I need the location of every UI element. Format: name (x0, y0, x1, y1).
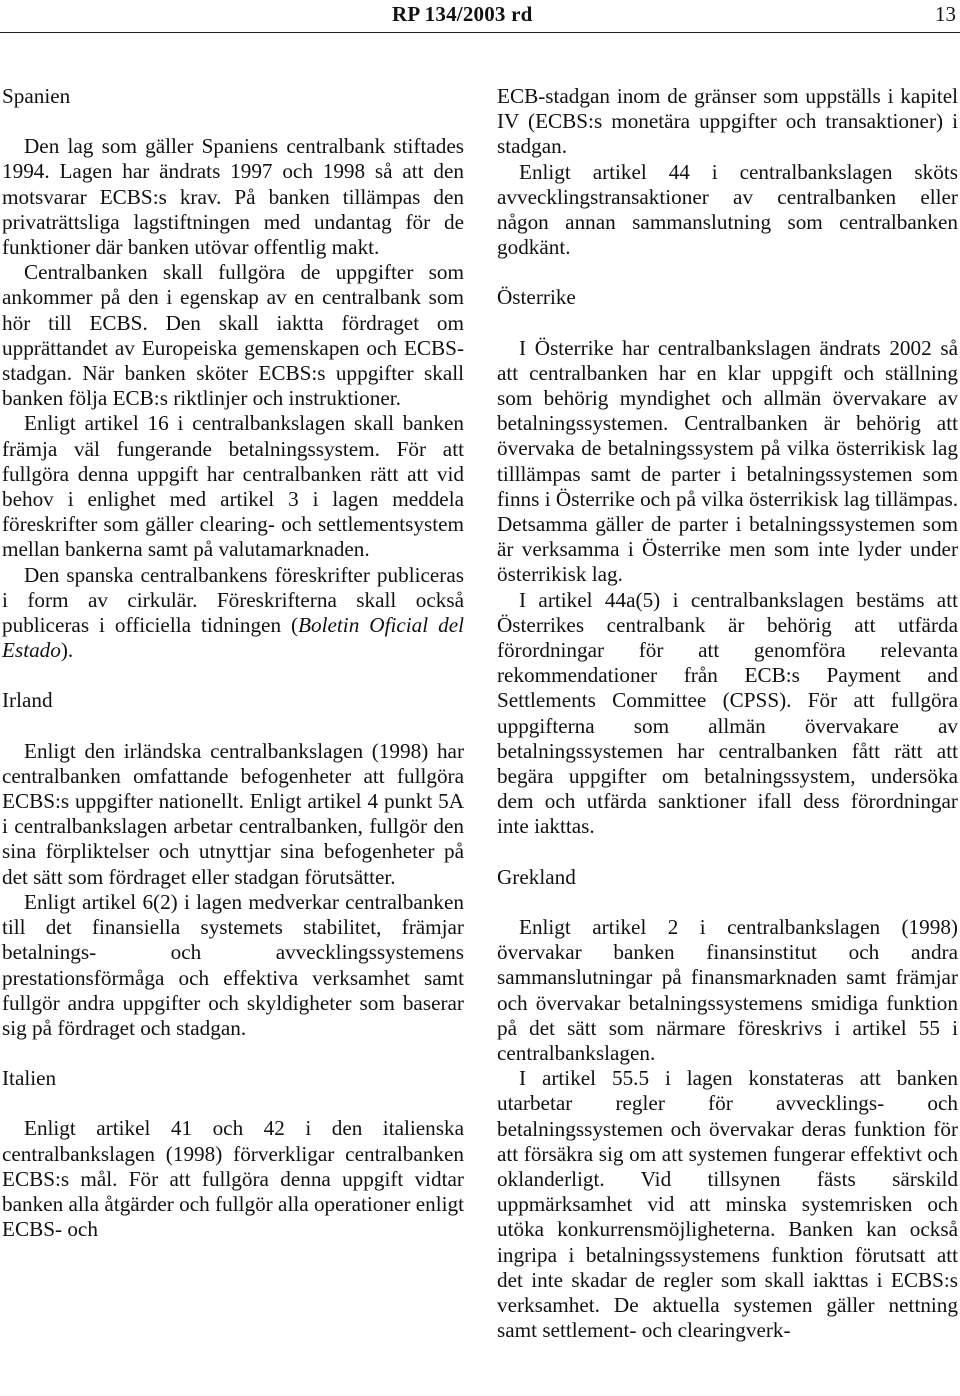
right-column (497, 84, 958, 1343)
left-column (2, 84, 464, 1242)
section-heading-austria: Österrike (497, 285, 576, 310)
paragraph-text: ). (60, 638, 74, 663)
paragraph: Centralbanken skall fullgöra de uppgifter som ankommer på den i egenskap av en centralbank som hör till ECBS. Den skall iaktta fördraget om upprättandet av Europeiska gemenskapen och ECBS-stadgan. När banken sköter ECBS:s uppgifter skall banken följa ECB:s riktlinjer och instruktioner. (2, 260, 464, 411)
paragraph: Enligt den irländska centralbankslagen (1998) har centralbanken omfattande befogenheter att fullgöra ECBS:s uppgifter nationellt. Enligt artikel 4 punkt 5A i centralbankslagen arbetar centralbanken, fullgör den sina förpliktelser och utnyttjar sina befogenheter på det sätt som fördraget eller stadgan förutsätter. (2, 738, 464, 889)
paragraph: Enligt artikel 6(2) i lagen medverkar centralbanken till det finansiella systemets stabilitet, främjar betalnings- och avvecklingssystemens prestationsförmåga och effektiva verksamhet samt fullgör andra uppgifter och skyldigheter som baserar sig på fördraget och stadgan. (2, 889, 464, 1040)
paragraph: I artikel 44a(5) i centralbankslagen bestäms att Österrikes centralbank är behörig att utfärda förordningar för att genomföra relevanta rekommendationer från ECB:s Payment and Settlements Committee (CPSS). För att fullgöra uppgifterna som allmän övervakare av betalningssystemen har centralbanken fått rätt att begära uppgifter om betalningssystem, undersöka dem och utfärda sanktioner ifall dess förordningar inte iakttas. (497, 587, 958, 839)
section-heading-italy: Italien (2, 1066, 57, 1091)
section-heading-greece: Grekland (497, 864, 576, 889)
paragraph: Enligt artikel 41 och 42 i den italienska centralbankslagen (1998) förverkligar centralbanken ECBS:s mål. För att fullgöra denna uppgift vidtar banken alla åtgärder och fullgör alla operationer enligt ECBS- och (2, 1116, 464, 1242)
paragraph: ECB-stadgan inom de gränser som uppställs i kapitel IV (ECBS:s monetära uppgifter och transaktioner) i stadgan. (497, 84, 958, 159)
paragraph (2, 563, 464, 664)
paragraph: I artikel 55.5 i lagen konstateras att banken utarbetar regler för avvecklings- och betalningssystemen och övervakar deras funktion för att försäkra sig om att systemen fungerar effektivt och oklanderligt. Vid tillsynen fästs särskild uppmärksamhet vid att minska systemrisken och utöka konkurrensmöjligheterna. Banken kan också ingripa i betalningssystemens funktion förutsatt att det inte skadar de regler som skall iakttas i ECBS:s verksamhet. De aktuella systemen gäller nettning samt settlement- och clearingverk- (497, 1066, 958, 1343)
header-divider (0, 32, 960, 33)
document-id: RP 134/2003 rd (392, 2, 533, 26)
page-number: 13 (935, 2, 956, 26)
section-heading-spain: Spanien (2, 84, 71, 108)
page-header (0, 0, 960, 38)
paragraph-text: Den spanska centralbankens föreskrifter publiceras i form av cirkulär. Föreskrifterna skall också publiceras i officiella tidningen ( (2, 562, 464, 638)
italic-title: Boletin Oficial del Estado (2, 613, 464, 663)
paragraph: I Österrike har centralbankslagen ändrats 2002 så att centralbanken har en klar uppgift och ställning som behörig myndighet och allmän övervakare av betalningssystemen. Centralbanken är behörig att övervaka de betalningssystem på vilka österrikisk lag tilllämpas samt de parter i betalningssystemen som finns i Österrike och på vilka österrikisk lag tillämpas. Detsamma gäller de parter i betalningssystemen som är verksamma i Österrike men som inte lyder under österrikisk lag. (497, 335, 958, 587)
paragraph: Enligt artikel 16 i centralbankslagen skall banken främja väl fungerande betalningssystem. För att fullgöra denna uppgift har centralbanken rätt att vid behov i enlighet med artikel 3 i lagen meddela föreskrifter som gäller clearing- och settlementsystem mellan bankerna samt på valutamarknaden. (2, 411, 464, 562)
paragraph: Enligt artikel 2 i centralbankslagen (1998) övervakar banken finansinstitut och andra sammanslutningar på finansmarknaden samt främjar och övervakar betalningssystemens smidiga funktion på det sätt som närmare föreskrivs i artikel 55 i centralbankslagen. (497, 914, 958, 1065)
section-heading-ireland: Irland (2, 688, 53, 713)
paragraph: Den lag som gäller Spaniens centralbank stiftades 1994. Lagen har ändrats 1997 och 1998 så att den motsvarar ECBS:s krav. På banken tillämpas den privaträttsliga lagstiftningen med undantag för de funktioner där banken utövar offentlig makt. (2, 134, 464, 260)
paragraph: Enligt artikel 44 i centralbankslagen sköts avvecklingstransaktioner av centralbanken eller någon annan sammanslutning som centralbanken godkänt. (497, 159, 958, 260)
